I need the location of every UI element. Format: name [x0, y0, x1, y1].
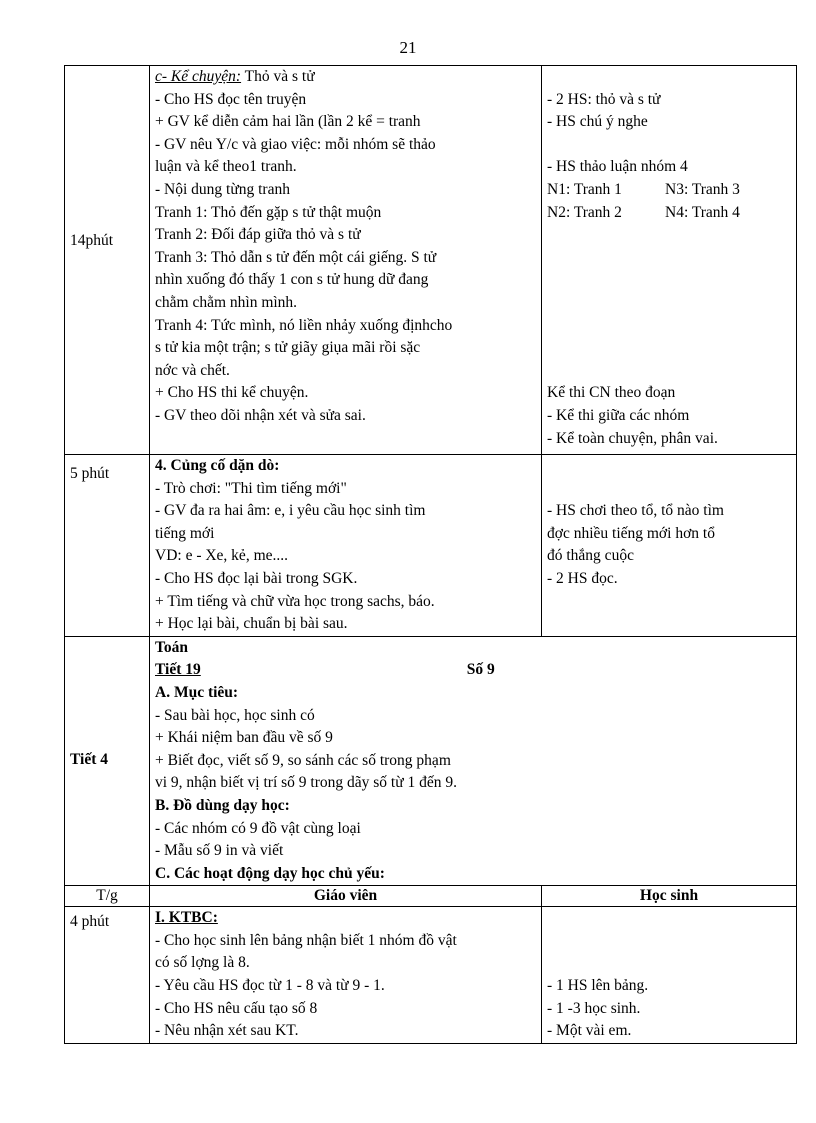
header-student: Học sinh	[542, 886, 797, 907]
text-line: chằm chằm nhìn mình.	[155, 293, 298, 311]
student-cell	[542, 907, 797, 1044]
time-cell	[65, 636, 150, 886]
text-line: - GV đa ra hai âm: e, i yêu cầu học sinh tìm	[155, 502, 426, 520]
section-heading: A. Mục tiêu:	[155, 683, 239, 701]
section-heading: C. Các hoạt động dạy học chủ yếu:	[155, 864, 385, 882]
student-cell	[542, 66, 797, 455]
page-number: 21	[399, 38, 417, 57]
text-line: - Cho HS đọc lại bài trong SGK.	[155, 569, 358, 587]
text-line: có số lợng là 8.	[155, 954, 250, 972]
text-line: - Sau bài học, học sinh có	[155, 706, 315, 724]
teacher-cell	[150, 66, 542, 455]
text-line: Tranh 2: Đối đáp giữa thỏ và s tử	[155, 226, 361, 244]
subject-title: Toán	[155, 638, 189, 656]
text-line: s tử kia một trận; s tử giãy giụa mãi rồi sặc	[155, 339, 421, 357]
text-line: - Các nhóm có 9 đồ vật cùng loại	[155, 819, 361, 837]
text-line: - Nội dung từng tranh	[155, 180, 290, 198]
text-line: - 1 -3 học sinh.	[547, 999, 641, 1017]
text-line: + Biết đọc, viết số 9, so sánh các số trong phạm	[155, 751, 451, 769]
table-row	[65, 636, 797, 886]
group-line: N2: Tranh 2 N4: Tranh 4	[547, 203, 740, 221]
text-line: - Kể toàn chuyện, phân vai.	[547, 429, 718, 447]
text-line: - HS thảo luận nhóm 4	[547, 158, 688, 176]
header-time: T/g	[65, 886, 150, 907]
text-line: nhìn xuống đó thấy 1 con s tử hung dữ đang	[155, 271, 429, 289]
teacher-cell	[150, 455, 542, 637]
text-line: vi 9, nhận biết vị trí số 9 trong dãy số từ 1 đến 9.	[155, 774, 458, 792]
text-line: + Tìm tiếng và chữ vừa học trong sachs, báo.	[155, 592, 435, 610]
text-line: - 2 HS: thỏ và s tử	[547, 90, 661, 108]
text-line: - HS chú ý nghe	[547, 113, 648, 131]
teacher-cell	[150, 907, 542, 1044]
text-line: tiếng mới	[155, 524, 215, 542]
text-line: luận và kể theo1 tranh.	[155, 158, 297, 176]
time-label: 4 phút	[70, 913, 110, 931]
text-line: + GV kể diễn cảm hai lần (lần 2 kể = tranh	[155, 113, 421, 131]
text-line: - GV theo dõi nhận xét và sửa sai.	[155, 406, 366, 424]
text-line: + Học lại bài, chuẩn bị bài sau.	[155, 615, 348, 633]
text-line: Tranh 1: Thỏ đến gặp s tử thật muộn	[155, 203, 382, 221]
time-label: 14phút	[70, 232, 114, 249]
text-line: - 2 HS đọc.	[547, 569, 618, 587]
section-heading: 4. Củng cố dặn dò:	[155, 457, 280, 474]
text-line: - Cho học sinh lên bảng nhận biết 1 nhóm đồ vật	[155, 931, 457, 949]
text-line: Tranh 4: Tức mình, nó liền nhảy xuống địnhcho	[155, 316, 453, 334]
group-line: N1: Tranh 1 N3: Tranh 3	[547, 180, 740, 198]
empty-cell	[542, 636, 797, 886]
table-row	[65, 66, 797, 455]
lesson-title-line: Tiết 19 Số 9	[155, 661, 495, 679]
table-row	[65, 907, 797, 1044]
text-line: - Mẫu số 9 in và viết	[155, 842, 284, 860]
text-line: Tranh 3: Thỏ dẫn s tử đến một cái giếng. S tử	[155, 248, 437, 266]
section-heading: c- Kể chuyện: Thỏ và s tử	[155, 68, 315, 85]
header-row	[65, 886, 797, 907]
text-line: - Một vài em.	[547, 1022, 632, 1040]
text-line: - Cho HS đọc tên truyện	[155, 90, 307, 108]
text-line: nớc và chết.	[155, 361, 230, 379]
text-line: đợc nhiều tiếng mới hơn tổ	[547, 524, 715, 542]
text-line: đó thắng cuộc	[547, 547, 634, 565]
text-line: Kể thi CN theo đoạn	[547, 384, 676, 402]
text-line: - Yêu cầu HS đọc từ 1 - 8 và từ 9 - 1.	[155, 977, 385, 995]
section-heading: I. KTBC:	[155, 909, 218, 927]
lesson-cell	[150, 636, 542, 886]
time-label: 5 phút	[70, 465, 110, 482]
text-line: + Khái niệm ban đầu về số 9	[155, 729, 333, 747]
time-label: Tiết 4	[70, 750, 109, 768]
lesson-plan-table	[64, 65, 797, 1044]
text-line: VD: e - Xe, kẻ, me....	[155, 547, 288, 565]
header-teacher: Giáo viên	[150, 886, 542, 907]
section-heading: B. Đồ dùng dạy học:	[155, 796, 290, 814]
time-cell	[65, 907, 150, 1044]
text-line: - Trò chơi: "Thi tìm tiếng mới"	[155, 479, 347, 497]
student-cell	[542, 455, 797, 637]
text-line: - 1 HS lên bảng.	[547, 977, 649, 995]
text-line: - GV nêu Y/c và giao việc: mỗi nhóm sẽ thảo	[155, 135, 436, 153]
table-row	[65, 455, 797, 637]
text-line: - Nêu nhận xét sau KT.	[155, 1022, 299, 1040]
time-cell	[65, 66, 150, 455]
text-line: - HS chơi theo tổ, tổ nào tìm	[547, 502, 724, 520]
time-cell	[65, 455, 150, 637]
text-line: - Cho HS nêu cấu tạo số 8	[155, 999, 318, 1017]
text-line: + Cho HS thi kể chuyện.	[155, 384, 309, 402]
text-line: - Kể thi giữa các nhóm	[547, 406, 690, 424]
